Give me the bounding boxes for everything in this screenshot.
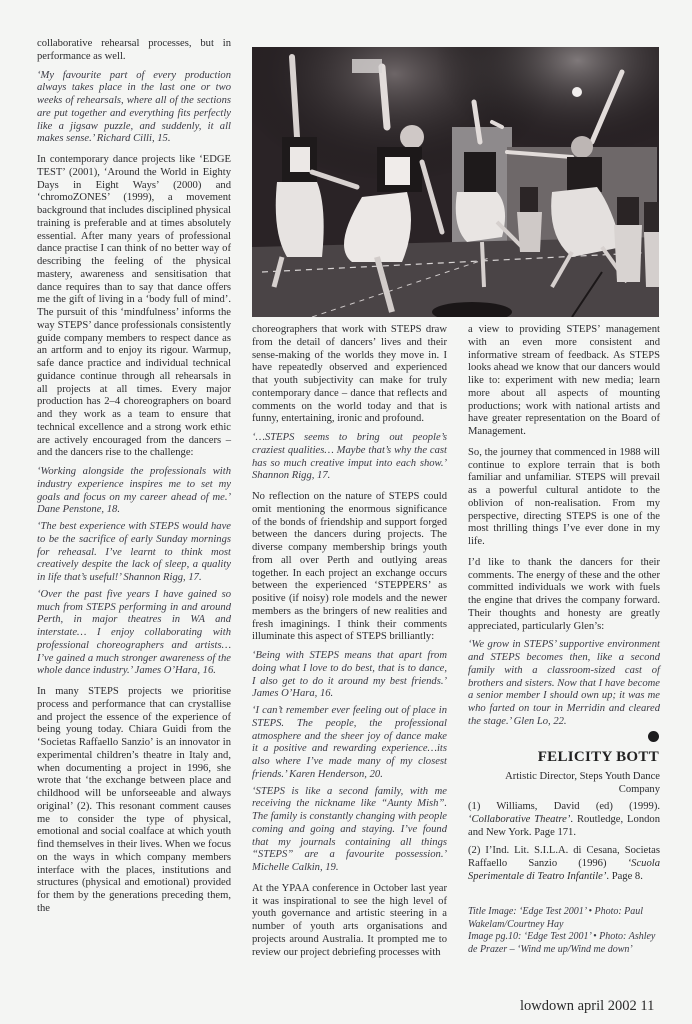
quote-shannon-rigg: ‘…STEPS seems to bring out people’s craziest qualities… Maybe that’s why the cast has so much creative imput into each show.’ Shannon Rigg, 17. xyxy=(252,432,447,482)
body-paragraph: In contemporary dance projects like ‘EDGE TEST’ (2001), ‘Around the World in Eighty Days in Eight Ways’ (2000) and ‘chromoZONES’ (1999), a movement background that includes disciplined physical training is preferable and at times absolutely essential. After many years of professional dance practise I can think of no better way of describing the feeling of the physical mastery, awareness and sensitisation that dance requires than to say that dance offers me the gift of living in a ‘body full of mind’. The pursuit of this ‘mindfulness’ informs the way STEPS’ dance professionals consistently guide company members to respect dance as an artform and to enjoy its rigour. Warmup, safe dance practice and individual technical guidance continue through all rehearsals in all projects at all times. Every major production has 2–4 choreographers on board and they work as a team to ensure that technical excellence and a strong work ethic are actively encouraged from the dancers – and the dancers rise to the challenge: xyxy=(37,154,231,459)
dance-photo xyxy=(252,47,659,317)
quote-karen-henderson: ‘I can’t remember ever feeling out of place in STEPS. The people, the professional atmosphere and the sheer joy of dance make it a positive and rewarding experience…its also where I’ve made many of my closest friends.’ Karen Henderson, 20. xyxy=(252,705,447,780)
quote-shannon-rigg: ‘The best experience with STEPS would have to be the sacrifice of early Sunday mornings for reheasal. I’ve learnt to think most creatively despite the lack of sleep, a quality in life that’s useful!’ Shannon Rigg, 17. xyxy=(37,521,231,583)
author-name: FELICITY BOTT xyxy=(537,749,659,765)
reference-text: (2) I’Ind. Lit. S.I.L.A. di Cesana, Societas Raffaello Sanzio (1996) xyxy=(468,845,660,869)
reference-text: (1) Williams, David (ed) (1999). xyxy=(468,801,660,812)
body-paragraph: At the YPAA conference in October last year it was inspirational to see the high level of youth governance and artistic steering in a number of youth arts organisations and projects around Australia. It prompted me to review our project debriefing processes with xyxy=(252,882,447,958)
body-paragraph: choreographers that work with STEPS draw from the detail of dancers’ lives and their sense-making of the worlds they move in. I have repeatedly observed and experienced that youth subjectivity can make for truly contemporary dance – dance that reflects and comments on the world today and that is funny, entertaining, ironic and profound. xyxy=(252,324,447,425)
body-paragraph: In many STEPS projects we prioritise process and performance that can crystallise and project the essence of the experience of being young today. Chiara Guidi from the ‘Societas Raffaello Sanzio’ is an innovator in experimental children’s theatre in Italy and, when documenting a project in 1996, she wrote that ‘the exchange between place and childhood will be unforseeable and always original’ (2). This resonant comment causes me to consider the type of physical, emotional and social coalface at which youth find themselves in their lives. When we focus on the ways in which company members interface with the places, institutions and structures (physical and emotional) provided for them by the generations preceding them, the xyxy=(37,686,231,914)
reference-title: ‘Collaborative Theatre’ xyxy=(468,813,571,825)
photo-credit-title-image: Title Image: ‘Edge Test 2001’ • Photo: Paul Wakelam/Courtney Hay xyxy=(468,906,644,930)
reference-title: ‘Scuola Sperimentale di Teatro Infantile’ xyxy=(468,858,660,882)
references xyxy=(468,801,660,890)
quote-michelle-calkin: ‘STEPS is like a second family, with me receiving the nickname like “Aunty Mish”. The family is constantly changing with people coming and going and staying. I’ve found that my journals containing all things “STEPS” are a favourite possession.’ Michelle Calkin, 19. xyxy=(252,785,447,873)
reference-1 xyxy=(468,801,660,839)
quote-richard-cilli: ‘My favourite part of every production always takes place in the last one or two weeks of rehearsals, where all of the sections are put together and everything fits perfectly like a jigsaw puzzle, and suddenly, it all makes sense.’ Richard Cilli, 15. xyxy=(37,69,231,145)
body-paragraph: collaborative rehearsal processes, but in performance as well. xyxy=(37,38,231,62)
dancers-image xyxy=(252,47,659,317)
body-paragraph: So, the journey that commenced in 1988 will continue to explore terrain that is both familiar and unfamiliar. STEPS will prevail as a powerful cultural antidote to the oblivion of non-realisation. From my perspective, directing STEPS is one of the most thrilling things I’ve ever done in my life. xyxy=(468,446,660,547)
photo-credit-page-10: Image pg.10: ‘Edge Test 2001’ • Photo: Ashley de Prazer – ‘Wind me up/Wind me down’ xyxy=(468,931,656,955)
body-paragraph: a view to providing STEPS’ management with an even more consistent and informative stream of feedback. As STEPS looks ahead we know that our dancers would like to: experiment with new media; learn more about all aspects of mounting productions; work with national artists and have greater representation on the Board of Management. xyxy=(468,324,660,437)
left-column xyxy=(37,38,231,922)
right-column xyxy=(468,324,660,733)
end-of-article-bullet-icon xyxy=(648,731,659,742)
quote-dane-penstone: ‘Working alongside the professionals with industry experience inspires me to set my goals and focus on my career ahead of me.’ Dane Penstone, 18. xyxy=(37,466,231,516)
photo-credits xyxy=(468,906,660,956)
body-paragraph: I’d like to thank the dancers for their comments. The energy of these and the other committed individuals we work with fuels the engine that drives the company forward. Their thoughts and honesty are greatly appreciated, particularly Glen’s: xyxy=(468,556,660,632)
quote-james-ohara: ‘Being with STEPS means that apart from doing what I love to do best, that is to dance, I also get to do it around my best friends.’ James O’Hara, 16. xyxy=(252,650,447,700)
author-role: Artistic Director, Steps Youth Dance Company xyxy=(505,771,660,795)
reference-2 xyxy=(468,845,660,883)
reference-text: . Routledge, London and New York. Page 171. xyxy=(468,813,661,838)
page-folio: lowdown april 2002 11 xyxy=(520,998,655,1014)
reference-text: . Page 8. xyxy=(606,870,643,882)
quote-james-ohara: ‘Over the past five years I have gained so much from STEPS performing in and around Perth, in major theatres in WA and interstate… I enjoy collaborating with professional choreographers and artists… I’ve gained a much stronger awareness of the whole dance industry.’ James O’Hara, 16. xyxy=(37,588,231,677)
quote-glen-lo: ‘We grow in STEPS’ supportive environment and STEPS becomes then, like a second family with a classroom-sized cast of brothers and sisters. Now that I have become a senior member I should own up; it was me who farted on tour in Merridin and cleared the stage.’ Glen Lo, 22. xyxy=(468,639,660,727)
middle-column xyxy=(252,324,447,965)
body-paragraph: No reflection on the nature of STEPS could omit mentioning the enormous significance of the bonds of friendship and support forged between the dancers during projects. The diverse company membership brings youth from all over Perth and outlying areas together. In each project an exchange occurs between the experienced ‘STEPPERS’ as positive (if noisy) role models and the newer members as the bringers of new realities and fresh imaginings. I think their comments illuminate this aspect of STEPS brilliantly: xyxy=(252,491,447,643)
